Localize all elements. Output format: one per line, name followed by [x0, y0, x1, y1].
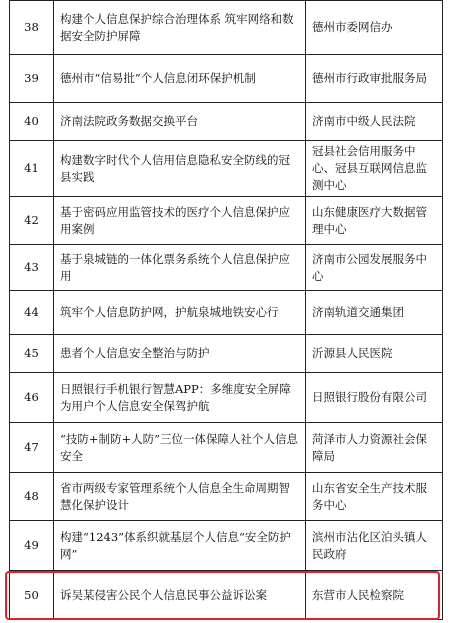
- row-number: 47: [10, 423, 54, 473]
- row-number: 40: [10, 103, 54, 141]
- project-name: 济南法院政务数据交换平台: [54, 103, 306, 141]
- table-row: [10, 571, 443, 620]
- row-number: 45: [10, 335, 54, 373]
- project-name: “技防+制防+人防”三位一体保障人社个人信息安全: [54, 423, 306, 473]
- table-row: [10, 335, 443, 373]
- submitting-unit: 山东省安全生产技术服务中心: [306, 473, 443, 521]
- table-row: [10, 141, 443, 197]
- submitting-unit: 东营市人民检察院: [306, 571, 443, 620]
- submitting-unit: 德州市委网信办: [306, 1, 443, 55]
- row-number: 44: [10, 291, 54, 335]
- project-name: 构建数字时代个人信用信息隐私安全防线的冠县实践: [54, 141, 306, 197]
- project-name: 构建个人信息保护综合治理体系 筑牢网络和数据安全防护屏障: [54, 1, 306, 55]
- submitting-unit: 德州市行政审批服务局: [306, 55, 443, 103]
- submitting-unit: 菏泽市人力资源社会保障局: [306, 423, 443, 473]
- row-number: 49: [10, 521, 54, 571]
- table-row: [10, 373, 443, 423]
- submitting-unit: 冠县社会信用服务中心、冠县互联网信息监测中心: [306, 141, 443, 197]
- table-body: [10, 1, 443, 620]
- submitting-unit: 济南市公园发展服务中心: [306, 245, 443, 291]
- project-name: 基于泉城链的一体化票务系统个人信息保护应用: [54, 245, 306, 291]
- row-number: 41: [10, 141, 54, 197]
- table-row: [10, 473, 443, 521]
- table-row: [10, 1, 443, 55]
- submitting-unit: 山东健康医疗大数据管理中心: [306, 197, 443, 245]
- submitting-unit: 济南轨道交通集团: [306, 291, 443, 335]
- table-row: [10, 291, 443, 335]
- project-name: 诉吴某侵害公民个人信息民事公益诉讼案: [54, 571, 306, 620]
- row-number: 50: [10, 571, 54, 620]
- table-row: [10, 521, 443, 571]
- project-name: 筑牢个人信息防护网，护航泉城地铁安心行: [54, 291, 306, 335]
- project-name: 德州市“信易批”个人信息闭环保护机制: [54, 55, 306, 103]
- row-number: 46: [10, 373, 54, 423]
- project-name: 省市两级专家管理系统个人信息全生命周期智慧化保护设计: [54, 473, 306, 521]
- table-row: [10, 197, 443, 245]
- row-number: 43: [10, 245, 54, 291]
- project-name: 构建“1243”体系织就基层个人信息“安全防护网”: [54, 521, 306, 571]
- submitting-unit: 济南市中级人民法院: [306, 103, 443, 141]
- row-number: 38: [10, 1, 54, 55]
- submitting-unit: 滨州市沾化区泊头镇人民政府: [306, 521, 443, 571]
- table-row: [10, 423, 443, 473]
- project-name: 日照银行手机银行智慧APP：多维度安全屏障为用户个人信息安全保驾护航: [54, 373, 306, 423]
- row-number: 42: [10, 197, 54, 245]
- project-name: 患者个人信息安全整治与防护: [54, 335, 306, 373]
- submitting-unit: 沂源县人民医院: [306, 335, 443, 373]
- submitting-unit: 日照银行股份有限公司: [306, 373, 443, 423]
- row-number: 39: [10, 55, 54, 103]
- case-list-table: [9, 0, 443, 620]
- table-row: [10, 55, 443, 103]
- project-name: 基于密码应用监管技术的医疗个人信息保护应用案例: [54, 197, 306, 245]
- row-number: 48: [10, 473, 54, 521]
- table-row: [10, 245, 443, 291]
- table-row: [10, 103, 443, 141]
